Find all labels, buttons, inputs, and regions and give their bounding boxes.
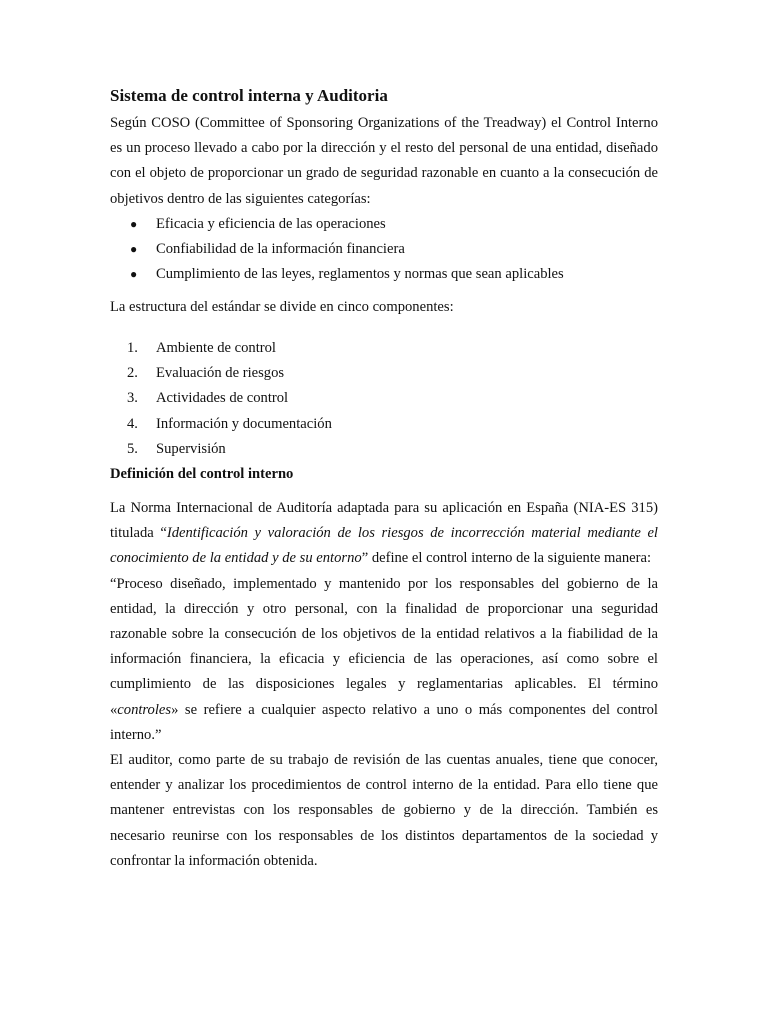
list-item-text: Confiabilidad de la información financiera bbox=[156, 240, 405, 257]
list-item-text: Evaluación de riesgos bbox=[156, 365, 285, 382]
bullet-icon: ● bbox=[130, 266, 138, 281]
bullet-icon: ● bbox=[130, 241, 138, 256]
nia-title-italic: Identificación y valoración de los riesgos de incorrección material mediante el conocimiento de la entidad y de su entorno bbox=[110, 525, 658, 567]
list-item-text: Actividades de control bbox=[156, 390, 289, 407]
definition-quote-paragraph bbox=[110, 572, 658, 748]
list-number: 3. bbox=[127, 390, 138, 407]
section-heading: Definición del control interno bbox=[110, 466, 294, 483]
list-item bbox=[110, 336, 658, 361]
list-number: 4. bbox=[127, 415, 138, 432]
nia-text-before: La Norma Internacional de Auditoría adaptada para su aplicación en España (NIA-ES 315) titulada “ bbox=[110, 500, 658, 542]
list-item bbox=[110, 237, 658, 262]
bullet-icon: ● bbox=[130, 216, 138, 231]
list-item bbox=[110, 262, 658, 287]
nia-text-after: ” define el control interno de la siguiente manera: bbox=[361, 550, 652, 567]
coso-intro-paragraph: Según COSO (Committee of Sponsoring Organizations of the Treadway) el Control Interno es un proceso llevado a cabo por la dirección y el resto del personal de una entidad, diseñado con el objeto de proporcionar un grado de seguridad razonable en cuanto a la consecución de objetivos dentro de las siguientes categorías: bbox=[110, 115, 658, 207]
list-number: 2. bbox=[127, 365, 138, 382]
document-page bbox=[110, 84, 658, 874]
list-item-text: Cumplimiento de las leyes, reglamentos y normas que sean aplicables bbox=[156, 265, 564, 282]
quote-italic-term: controles bbox=[117, 701, 172, 718]
list-item-text: Ambiente de control bbox=[156, 340, 276, 357]
document-title: Sistema de control interna y Auditoria bbox=[110, 86, 388, 105]
nia-paragraph bbox=[110, 496, 658, 572]
objectives-bullet-list bbox=[110, 212, 658, 287]
auditor-paragraph: El auditor, como parte de su trabajo de revisión de las cuentas anuales, tiene que conocer, entender y analizar los procedimientos de control interno de la entidad. Para ello tiene que mantener entrevistas con los responsables de gobierno y de la dirección. También es necesario reunirse con los responsables de los distintos departamentos de la sociedad y confrontar la información obtenida. bbox=[110, 752, 658, 869]
list-item bbox=[110, 386, 658, 411]
quote-text-before: “Proceso diseñado, implementado y mantenido por los responsables del gobierno de la entidad, la dirección y otro personal, con la finalidad de proporcionar una seguridad razonable sobre la consecución de los objetivos de la entidad relativos a la fiabilidad de la información financiera, la eficacia y eficiencia de las operaciones, así como sobre el cumplimiento de las disposiciones legales y reglamentarias aplicables. El término « bbox=[110, 575, 658, 718]
list-number: 1. bbox=[127, 340, 138, 357]
components-intro-paragraph: La estructura del estándar se divide en cinco componentes: bbox=[110, 298, 454, 315]
list-number: 5. bbox=[127, 440, 138, 457]
list-item bbox=[110, 412, 658, 437]
quote-text-after: » se refiere a cualquier aspecto relativo a uno o más componentes del control interno.” bbox=[110, 701, 658, 743]
list-item bbox=[110, 361, 658, 386]
list-item-text: Supervisión bbox=[156, 440, 226, 457]
list-item-text: Eficacia y eficiencia de las operaciones bbox=[156, 215, 386, 232]
list-item bbox=[110, 212, 658, 237]
list-item-text: Información y documentación bbox=[156, 415, 332, 432]
list-item bbox=[110, 437, 658, 462]
components-numbered-list bbox=[110, 336, 658, 462]
